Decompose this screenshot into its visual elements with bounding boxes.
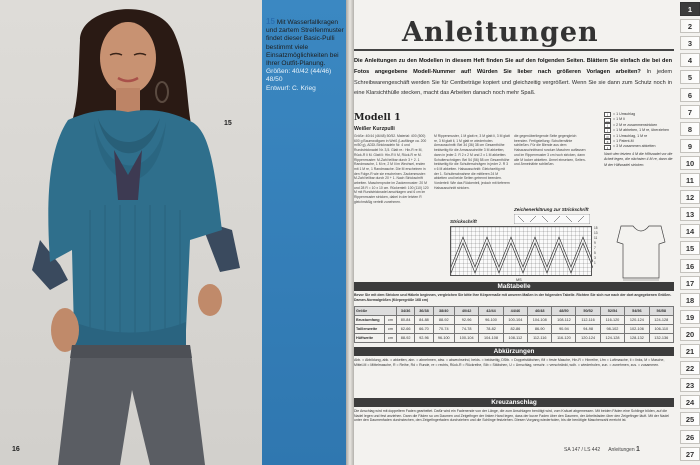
garment-schematic	[609, 222, 673, 282]
instruction-column-2: M Rippenmuster, 1 M glatt re, 3 M glatt li, 3 M glatt re, 3 M glatt li, 1 M glatt re wiederholen. Armausschnitt: Bei 34 (36) 38 cm Gesamthöhe beidseitig für die Armausschnitte 3 M abketten, dann in jeder 2. R 2 x 2 M und 2 x 1 M abketten. Schulterschrägen: Bei 54 (56) 58 cm Gesamthöhe beidseitig für die Schulterschrägen in jeder 2. R 3 x 6 M abketten. Halsausschnitt: Gleichzeitig mit der 1. Schulterabnahme die mittleren 24 M abketten und beide Seiten getrennt beenden. Vorderteil: Wie das Rückenteil, jedoch mit tieferem Halsausschnitt stricken.	[434, 134, 510, 190]
footer-code: SA 147 / LS 442	[564, 447, 601, 453]
size-cell: 120-124	[576, 334, 600, 343]
index-tabs	[680, 0, 700, 465]
legend-text: = 2 M re zusammenstricken	[613, 122, 658, 127]
size-header-cell: 48/50	[552, 307, 576, 316]
size-table	[354, 306, 674, 343]
size-cell: 74-78	[454, 325, 478, 334]
size-cell: 92-96	[454, 316, 478, 325]
size-row-unit: cm	[385, 325, 397, 334]
title-divider	[354, 49, 674, 51]
swatch-heading: Zeichenerklärung zur Strickschrift	[514, 207, 589, 212]
size-cell: 104-108	[479, 334, 503, 343]
chart-row-number: 15	[594, 226, 598, 230]
index-tab-1[interactable]: 1	[680, 2, 700, 16]
legend-extra: Nach den letzten 4 M die Hilfsnadel vor die Arbeit legen, die nächsten 4 M re, dann die M der Hilfsnadel stricken.	[604, 151, 673, 167]
index-tab-13[interactable]: 13	[680, 207, 700, 221]
size-cell: 116-120	[600, 316, 624, 325]
size-cell: 100-104	[454, 334, 478, 343]
legend-text: = 1 Umschlag, 1 M re	[613, 133, 648, 138]
instruction-column-1: Größe: 40/44 (46/48) 50/52. Material: 400 (500) 600 g Baumwollgarn in Weiß (Lauflänge ca. 200 m/50 g), ADDI-Stricknadeln Nr. 4 und Rundstricknadel Nr. 3,5. Glatt re.: Hin-R re M, Rück-R li M. Glatt li: Hin-R li M, Rück-R re M. Rippenmuster: M-Zahl teilbar durch 3 + 2. 1 Randmasche, 1 M re, 2 M li im Wechsel, enden mit 1 M re, 1 Randmasche. Die M erscheinen in den Folge-R wie sie erscheinen. Zackenmuster: M-Zahl teilbar durch 20 + 1. Nach Strickschrift arbeiten. Maschenprobe im Zackenmuster: 20 M und 28 R = 10 x 10 cm. Rückenteil: 100 (110) 120 M mit Rundstricknadel anschlagen und 6 cm im Rippenmuster stricken, dabei in der letzten R gleichmäßig verteilt zunehmen.	[354, 134, 429, 204]
size-cell: 84-88	[415, 316, 433, 325]
index-tab-25[interactable]: 25	[680, 412, 700, 426]
size-cell: 96-100	[433, 334, 454, 343]
size-cell: 80-84	[397, 316, 415, 325]
abbrev-section-bar: Abkürzungen	[354, 347, 674, 356]
index-tab-8[interactable]: 8	[680, 122, 700, 136]
chart-row-number: 11	[594, 236, 598, 240]
chart-mark: MS	[516, 278, 522, 282]
legend-symbol: |	[604, 112, 611, 117]
legend-text: = 1 Patent-M	[613, 139, 634, 144]
footer-label: Anleitungen	[608, 447, 635, 453]
knitting-chart	[450, 226, 592, 276]
index-tab-17[interactable]: 17	[680, 276, 700, 290]
size-cell: 128-132	[625, 334, 649, 343]
table-row	[355, 316, 674, 325]
model-title: Modell 1	[354, 112, 401, 123]
index-tab-11[interactable]: 11	[680, 173, 700, 187]
size-header-cell: 56/58	[649, 307, 673, 316]
index-tab-12[interactable]: 12	[680, 190, 700, 204]
index-tab-27[interactable]: 27	[680, 447, 700, 461]
index-tab-14[interactable]: 14	[680, 224, 700, 238]
size-row-label: Taillenweite	[355, 325, 385, 334]
cross-section-bar: Kreuzanschlag	[354, 398, 674, 407]
index-tab-10[interactable]: 10	[680, 156, 700, 170]
instruction-column-3: die gegenüberliegende Seite gegengleich beenden. Fertigstellung: Schulternähte schließen. Für die Blende aus dem Halsausschnittrand rundum Maschen auffassen und im Rippenmuster 3 cm hoch stricken, dann alle M locker abketten. Ärmel einsetzen, Seiten- und Ärmelnähte schließen.	[514, 134, 586, 167]
size-cell: 104-108	[528, 316, 552, 325]
size-cell: 86-90	[528, 325, 552, 334]
size-cell: 92-96	[415, 334, 433, 343]
index-tab-20[interactable]: 20	[680, 327, 700, 341]
right-page	[354, 0, 700, 465]
legend-text: = 1 M li	[613, 117, 625, 122]
size-cell: 82-86	[503, 325, 527, 334]
index-tab-21[interactable]: 21	[680, 344, 700, 358]
size-cell: 78-82	[479, 325, 503, 334]
intro-paragraph	[354, 56, 672, 99]
size-header-cell: 52/54	[600, 307, 624, 316]
footer-page-number: 1	[636, 446, 640, 453]
chart-row-number: 1	[594, 261, 596, 265]
index-tab-24[interactable]: 24	[680, 395, 700, 409]
size-cell: 88-92	[397, 334, 415, 343]
index-tab-15[interactable]: 15	[680, 241, 700, 255]
size-table-header	[355, 307, 674, 316]
size-cell: 90-94	[552, 325, 576, 334]
legend-text: = 3 M zusammen abketten	[613, 144, 656, 149]
size-header-cell: 40/42	[454, 307, 478, 316]
index-tab-5[interactable]: 5	[680, 70, 700, 84]
legend-symbol: •	[604, 145, 611, 150]
index-tab-23[interactable]: 23	[680, 378, 700, 392]
caption-text: Mit Wasserfallkragen und zartem Streifenmuster findet dieser Basic-Pulli bestimmt viele Einsatzmöglichkeiten bei Ihrer Outfit-Planung.	[266, 19, 344, 68]
page-title: Anleitungen	[402, 17, 599, 48]
photo-caption	[266, 18, 346, 93]
size-row-label: Hüftweite	[355, 334, 385, 343]
index-tab-16[interactable]: 16	[680, 259, 700, 273]
size-cell: 108-112	[552, 316, 576, 325]
size-cell: 66-70	[415, 325, 433, 334]
size-cell: 102-106	[625, 325, 649, 334]
index-tab-18[interactable]: 18	[680, 293, 700, 307]
size-header-cell: 38/40	[433, 307, 454, 316]
caption-design: Entwurf: C. Krieg	[266, 84, 316, 92]
size-cell: 62-66	[397, 325, 415, 334]
size-cell: 132-136	[649, 334, 673, 343]
chart-row-number: 13	[594, 231, 598, 235]
intro-bold: Die Anleitungen zu den Modellen in diesem Heft finden Sie auf den folgenden Seiten. Blättern Sie einfach die bei den Fotos angegebene Modell-Nummer auf! Würden Sie lieber nach größeren Vorlagen arbeiten?	[354, 58, 672, 75]
size-cell: 112-116	[528, 334, 552, 343]
chart-row-number: 5	[594, 251, 596, 255]
size-header-cell: 44/46	[503, 307, 527, 316]
legend-symbol: /	[604, 123, 611, 128]
index-tab-3[interactable]: 3	[680, 36, 700, 50]
size-cell: 120-124	[625, 316, 649, 325]
size-header-cell: 42/44	[479, 307, 503, 316]
size-header-cell: 46/48	[528, 307, 552, 316]
legend-text: = 1 M abheben, 1 M re, überziehen	[613, 128, 670, 133]
table-row	[355, 334, 674, 343]
size-cell: 112-116	[576, 316, 600, 325]
abbrev-text: Abb. = Abbildung, abk. = abketten, abn. = abnehmen, abw. = abwechselnd, beids. = beidseitig, DStb. = Doppelstäbchen, fM = feste Masche, Hin-R = Hinreihe, Lfm = Luftmasche, li = links, M = Masche, Mittel-M = Mittelmasche, R = Reihe, Rd = Runde, re = rechts, Rück-R = Rückreihe, Stb = Stäbchen, U = Umschlag, verschr. = verschränkt, wdh. = wiederholen, zun. = zunehmen, zus. = zusammen.	[354, 358, 665, 367]
size-cell: 124-128	[649, 316, 673, 325]
index-tab-6[interactable]: 6	[680, 88, 700, 102]
legend-item	[604, 144, 674, 149]
intro-rest: In jedem Schreibwarengeschäft werden Sie für Centbeträge kopiert und gleichzeitig vergrößert. Wenn Sie sie dann zum Schutz noch in eine Klarsichthülle stecken, macht das Arbeiten danach noch mehr Spaß.	[354, 68, 672, 97]
symbol-legend	[604, 112, 674, 220]
left-page-number: 16	[12, 446, 20, 453]
size-intro: Bevor Sie mit dem Stricken und Häkeln beginnen, vergleichen Sie bitte Ihre Körpermaße mit unseren Maßen in der folgenden Tabelle. Richten Sie sich nur nach der dort angegebenen Größen. Damen-Normalgrößen (Körpergröße 168 cm)	[354, 293, 672, 302]
legend-symbol: \	[604, 128, 611, 133]
size-header-cell: 34/36	[397, 307, 415, 316]
size-row-unit: cm	[385, 334, 397, 343]
caption-sizes: Größen: 40/42 (44/46) 48/50	[266, 68, 332, 84]
photo-label: 15	[224, 120, 232, 127]
chart-row-number: 9	[594, 241, 596, 245]
chart-heading: Strickschrift	[450, 219, 477, 224]
size-row-unit: cm	[385, 316, 397, 325]
size-cell: 106-110	[649, 325, 673, 334]
size-header-cell: 54/56	[625, 307, 649, 316]
legend-symbol: o	[604, 134, 611, 139]
legend-text: = 1 Umschlag	[613, 112, 636, 116]
model-subtitle: Weißer Kurzpulli	[354, 126, 395, 132]
page-footer	[564, 446, 640, 453]
cross-text: Die Anschlag wird mit doppeltem Faden gearbeitet. Dafür wird ein Fadenende von der Länge, die zum Anschlagen benötigt wird, vom Knäuel abgemessen. Mit beiden Fäden eine Schlinge bilden, auf die Nadel legen und fest anziehen. Dann die Fäden so um Daumen und Zeigefinger der linken Hand legen, dass der kurze Faden über den Daumen, der Arbeitsfaden über den Zeigefinger läuft. Mit der Nadel unter den Daumenfaden durchstechen, den Zeigefingerfaden durchziehen und die Schlinge festziehen. Diesen Vorgang wiederholen, bis die benötigte Maschenzahl erreicht ist.	[354, 409, 670, 423]
legend-symbol: —	[605, 118, 610, 123]
index-tab-19[interactable]: 19	[680, 310, 700, 324]
index-tab-7[interactable]: 7	[680, 105, 700, 119]
index-tab-4[interactable]: 4	[680, 53, 700, 67]
size-cell: 108-112	[503, 334, 527, 343]
index-tab-2[interactable]: 2	[680, 19, 700, 33]
size-cell: 116-120	[552, 334, 576, 343]
chart-pattern	[451, 227, 593, 277]
size-cell: 100-104	[503, 316, 527, 325]
legend-symbol: x	[604, 139, 611, 144]
model-photo	[10, 0, 262, 465]
size-cell: 98-102	[600, 325, 624, 334]
chart-row-number: 3	[594, 256, 596, 260]
size-header-cell: 50/52	[576, 307, 600, 316]
swatch-chart	[514, 214, 590, 224]
size-header-cell: 36/38	[415, 307, 433, 316]
index-tab-26[interactable]: 26	[680, 430, 700, 444]
size-cell: 94-98	[576, 325, 600, 334]
chart-row-numbers	[594, 226, 604, 266]
chart-row-number: 7	[594, 246, 596, 250]
size-cell: 124-128	[600, 334, 624, 343]
size-section-bar: Maßtabelle	[354, 282, 674, 291]
size-cell: 88-92	[433, 316, 454, 325]
model-illustration	[10, 0, 262, 465]
book-spine	[346, 0, 354, 465]
size-cell: 96-100	[479, 316, 503, 325]
index-tab-9[interactable]: 9	[680, 139, 700, 153]
index-tab-22[interactable]: 22	[680, 361, 700, 375]
caption-number: 15	[266, 17, 275, 26]
size-header-cell: Größe	[355, 307, 397, 316]
left-page	[0, 0, 348, 465]
size-cell: 70-74	[433, 325, 454, 334]
size-row-label: Brustumfang	[355, 316, 385, 325]
table-row	[355, 325, 674, 334]
